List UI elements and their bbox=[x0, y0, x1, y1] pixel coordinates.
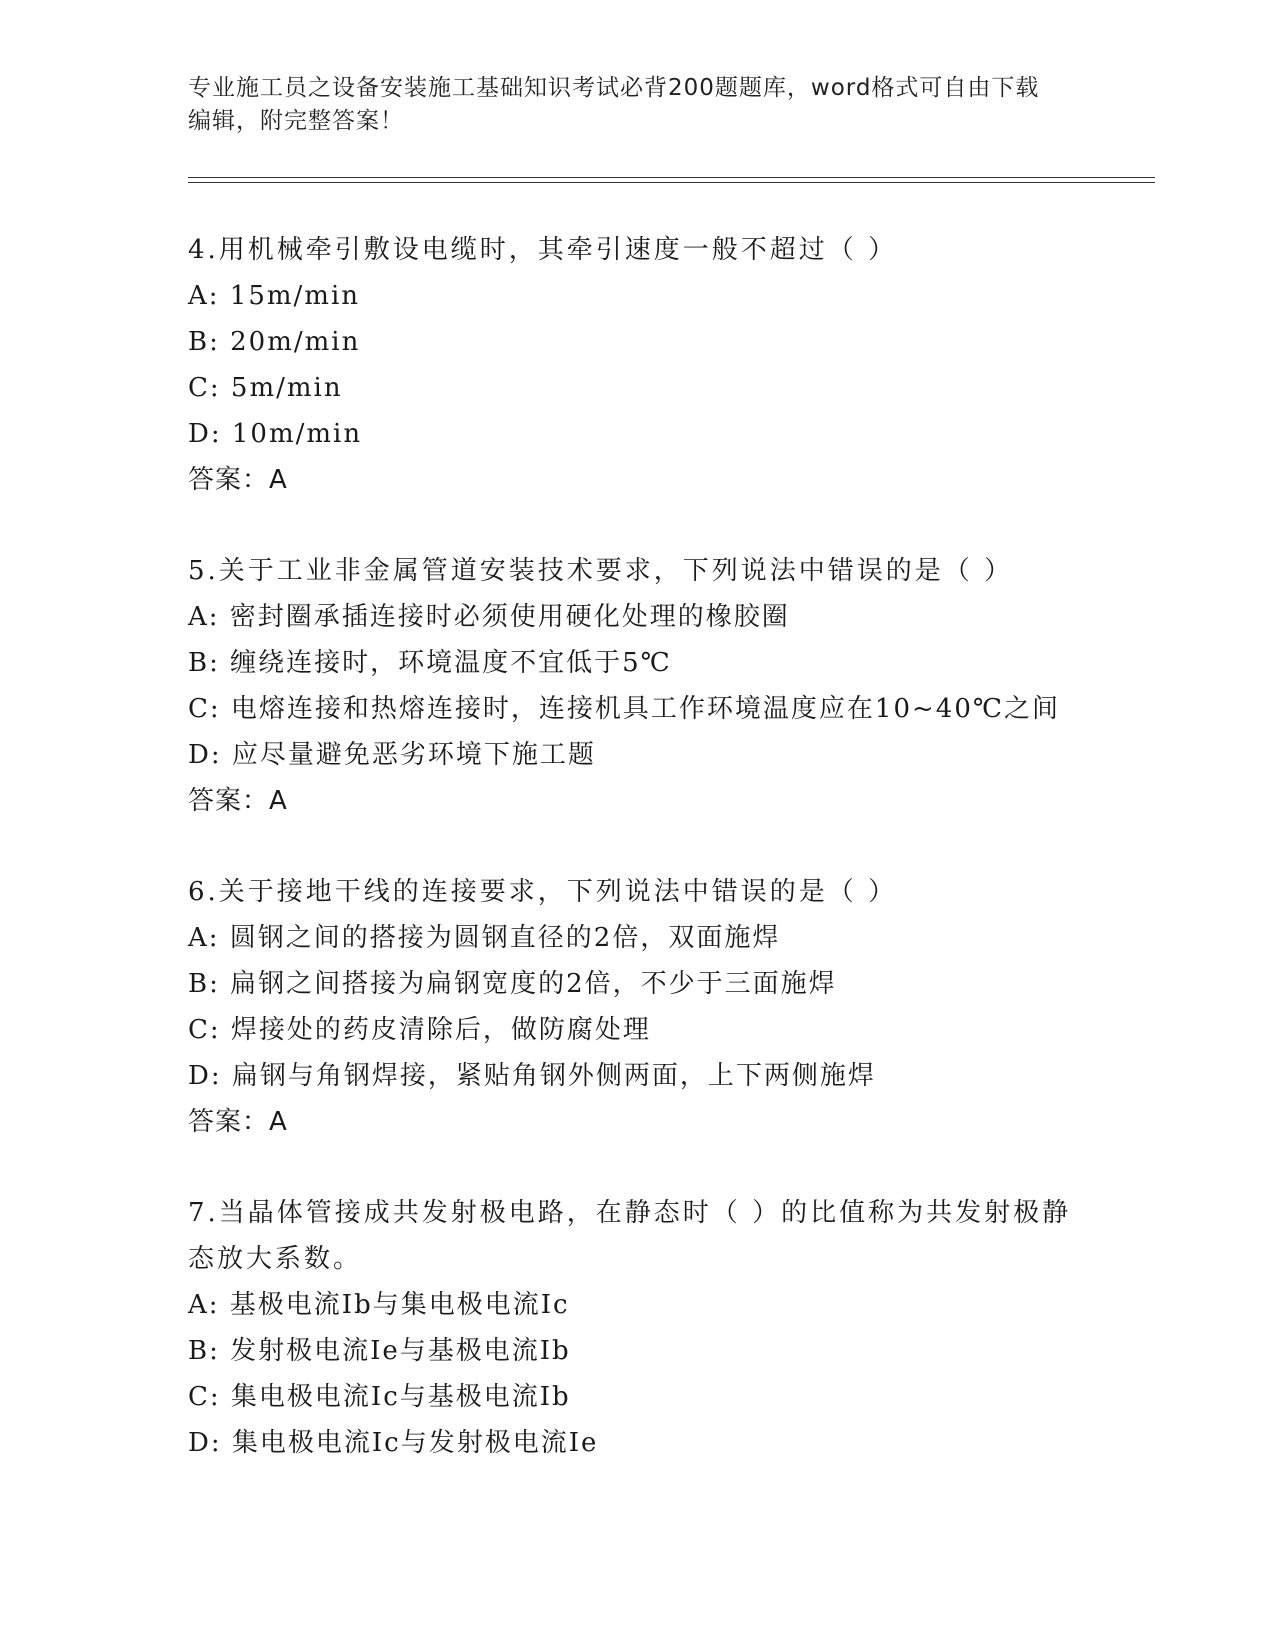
answer: 答案：A bbox=[188, 465, 288, 495]
question-5 bbox=[188, 548, 1088, 824]
option-b: B: 缠绕连接时，环境温度不宜低于5℃ bbox=[188, 648, 672, 678]
header-divider-top bbox=[188, 177, 1155, 178]
document-header bbox=[188, 72, 1088, 138]
question-stem: 6.关于接地干线的连接要求，下列说法中错误的是（ ） bbox=[188, 877, 898, 907]
answer: 答案：A bbox=[188, 786, 288, 816]
option-a: A: 密封圈承插连接时必须使用硬化处理的橡胶圈 bbox=[188, 602, 790, 632]
question-stem-line-2: 态放大系数。 bbox=[188, 1244, 363, 1274]
option-a: A: 基极电流Ib与集电极电流Ic bbox=[188, 1290, 570, 1320]
option-d: D: 10m/min bbox=[188, 419, 363, 449]
header-divider-bottom bbox=[188, 182, 1155, 183]
header-line-1: 专业施工员之设备安装施工基础知识考试必背200题题库，word格式可自由下载 bbox=[188, 75, 1040, 101]
option-b: B: 发射极电流Ie与基极电流Ib bbox=[188, 1336, 571, 1366]
option-d: D: 扁钢与角钢焊接，紧贴角钢外侧两面，上下两侧施焊 bbox=[188, 1061, 876, 1091]
option-b: B: 扁钢之间搭接为扁钢宽度的2倍，不少于三面施焊 bbox=[188, 969, 837, 999]
option-b: B: 20m/min bbox=[188, 327, 361, 357]
question-stem-line-1: 7.当晶体管接成共发射极电路，在静态时（ ）的比值称为共发射极静 bbox=[188, 1198, 1072, 1228]
question-4 bbox=[188, 227, 1088, 503]
option-a: A: 圆钢之间的搭接为圆钢直径的2倍，双面施焊 bbox=[188, 923, 781, 953]
answer: 答案：A bbox=[188, 1107, 288, 1137]
option-d: D: 集电极电流Ic与发射极电流Ie bbox=[188, 1428, 599, 1458]
option-d: D: 应尽量避免恶劣环境下施工题 bbox=[188, 740, 596, 770]
question-6 bbox=[188, 869, 1088, 1145]
option-c: C: 电熔连接和热熔连接时，连接机具工作环境温度应在10~40℃之间 bbox=[188, 694, 1060, 724]
header-line-2: 编辑，附完整答案！ bbox=[188, 108, 404, 134]
question-stem: 4.用机械牵引敷设电缆时，其牵引速度一般不超过（ ） bbox=[188, 235, 898, 265]
question-stem: 5.关于工业非金属管道安装技术要求，下列说法中错误的是（ ） bbox=[188, 556, 1014, 586]
option-c: C: 集电极电流Ic与基极电流Ib bbox=[188, 1382, 571, 1412]
question-7 bbox=[188, 1190, 1088, 1466]
option-c: C: 5m/min bbox=[188, 373, 343, 403]
option-a: A: 15m/min bbox=[188, 281, 361, 311]
option-c: C: 焊接处的药皮清除后，做防腐处理 bbox=[188, 1015, 651, 1045]
